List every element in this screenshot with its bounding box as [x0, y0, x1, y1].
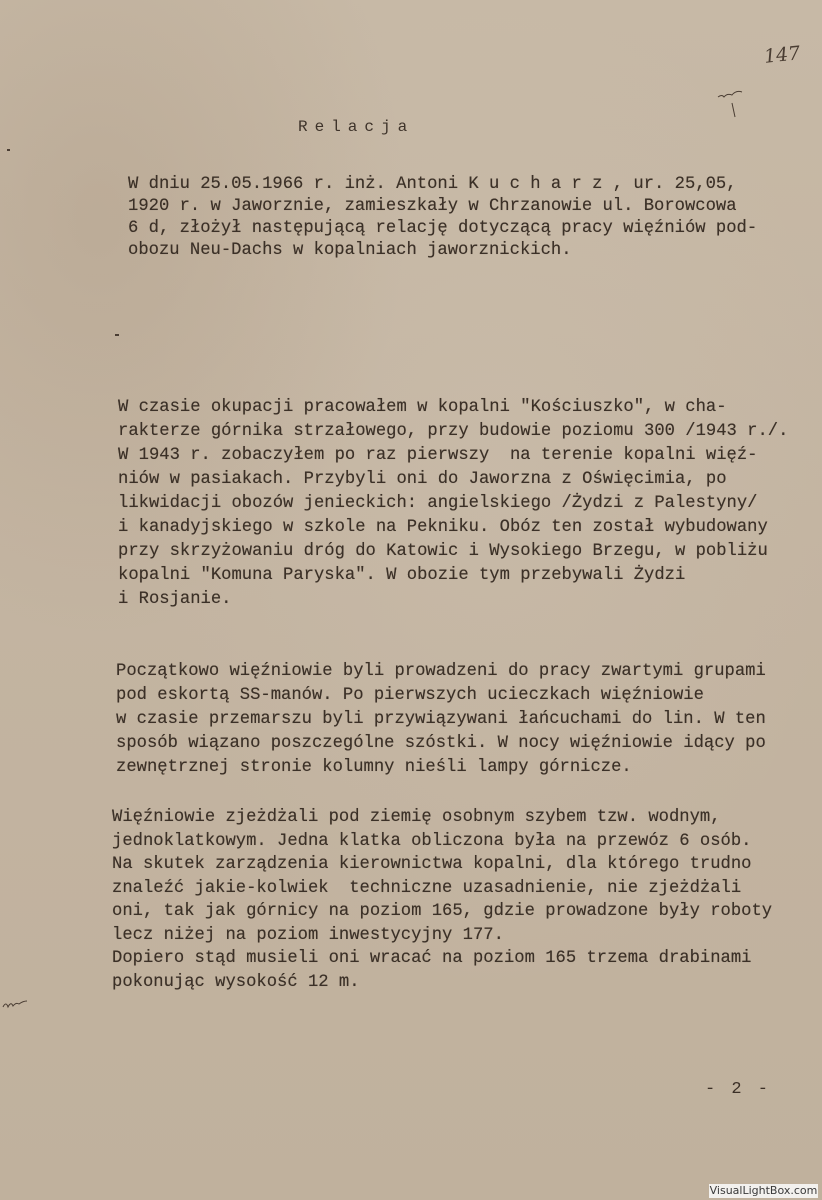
- text-line: przy skrzyżowaniu dróg do Katowic i Wysokiego Brzegu, w pobliżu: [118, 542, 768, 561]
- document-title: Relacja: [298, 118, 415, 136]
- text-line: W 1943 r. zobaczyłem po raz pierwszy na terenie kopalni więź-: [118, 446, 758, 465]
- text-line: i kanadyjskiego w szkole na Pekniku. Obóz ten został wybudowany: [118, 518, 768, 537]
- text-line: Więźniowie zjeżdżali pod ziemię osobnym szybem tzw. wodnym,: [112, 808, 721, 827]
- text-line: zewnętrznej stronie kolumny nieśli lampy górnicze.: [116, 758, 632, 777]
- text-line: w czasie przemarszu byli przywiązywani łańcuchami do lin. W ten: [116, 710, 766, 729]
- text-line: oni, tak jak górnicy na poziom 165, gdzie prowadzone były roboty: [112, 902, 773, 921]
- handwritten-mark-icon: [712, 85, 752, 135]
- text-line: rakterze górnika strzałowego, przy budowie poziomu 300 /1943 r./.: [118, 422, 789, 441]
- text-line: 6 d, złożył następującą relację dotyczącą pracy więźniów pod-: [128, 219, 758, 238]
- watermark-link[interactable]: VisualLightBox.com: [709, 1184, 818, 1197]
- escort-paragraph: [116, 660, 766, 780]
- handwritten-scribble-icon: [2, 995, 28, 1011]
- shaft-paragraph: [112, 806, 772, 994]
- text-line: sposób wiązano poszczególne szóstki. W nocy więźniowie idący po: [116, 734, 766, 753]
- text-line: Początkowo więźniowie byli prowadzeni do pracy zwartymi grupami: [116, 662, 766, 681]
- text-line: niów w pasiakach. Przybyli oni do Jaworzna z Oświęcimia, po: [118, 470, 727, 489]
- next-page-marker: - 2 -: [705, 1080, 772, 1099]
- margin-mark: [115, 334, 119, 336]
- text-line: likwidacji obozów jenieckich: angielskiego /Żydzi z Palestyny/: [118, 494, 758, 513]
- intro-paragraph: [128, 174, 757, 262]
- margin-mark: [7, 149, 10, 151]
- text-line: kopalni "Komuna Paryska". W obozie tym przebywali Żydzi: [118, 566, 686, 585]
- text-line: obozu Neu-Dachs w kopalniach jaworznickich.: [128, 241, 572, 260]
- text-line: W dniu 25.05.1966 r. inż. Antoni K u c h a r z , ur. 25,05,: [128, 175, 737, 194]
- text-line: pokonując wysokość 12 m.: [112, 972, 360, 992]
- handwritten-page-number: 147: [762, 42, 802, 68]
- text-line: 1920 r. w Jaworznie, zamieszkały w Chrzanowie ul. Borowcowa: [128, 197, 737, 216]
- text-line: jednoklatkowym. Jedna klatka obliczona była na przewóz 6 osób.: [112, 831, 752, 851]
- text-line: Dopiero stąd musieli oni wracać na poziom 165 trzema drabinami: [112, 949, 752, 968]
- text-line: Na skutek zarządzenia kierownictwa kopalni, dla którego trudno: [112, 855, 752, 874]
- text-line: i Rosjanie.: [118, 590, 232, 609]
- text-line: znaleźć jakie-kolwiek techniczne uzasadnienie, nie zjeżdżali: [112, 878, 742, 898]
- text-line: pod eskortą SS-manów. Po pierwszych ucieczkach więźniowie: [116, 686, 704, 705]
- occupation-paragraph: [118, 396, 788, 612]
- text-line: lecz niżej na poziom inwestycyjny 177.: [112, 925, 504, 945]
- text-line: W czasie okupacji pracowałem w kopalni "Kościuszko", w cha-: [118, 398, 727, 417]
